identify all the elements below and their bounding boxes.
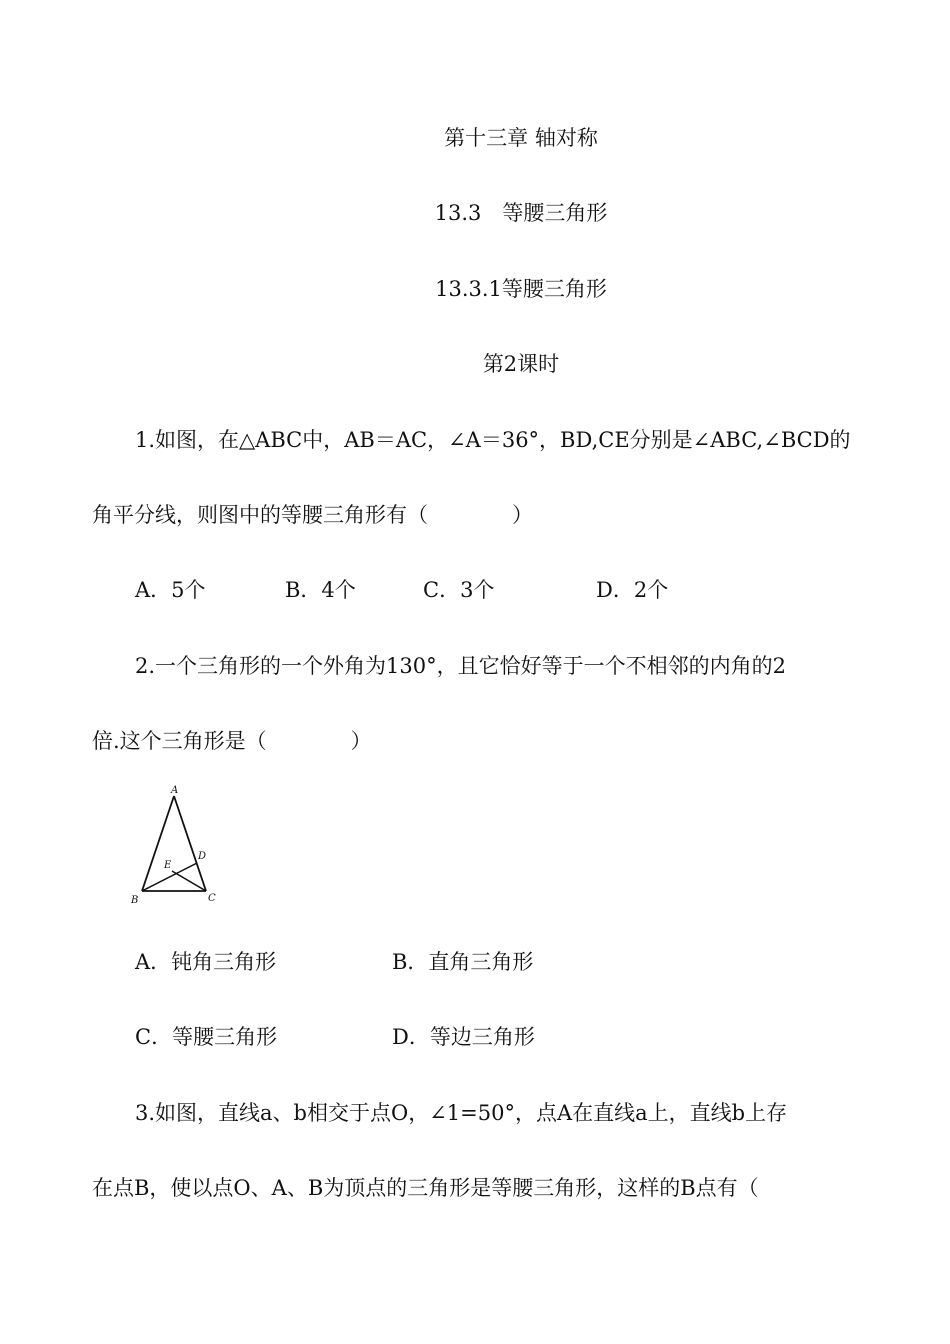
question-1-option-a: A．5个 <box>135 578 206 602</box>
question-2-option-a: A．钝角三角形 <box>135 950 277 974</box>
question-2-option-b: B．直角三角形 <box>392 950 534 974</box>
chapter-title: 第十三章 轴对称 <box>444 126 598 150</box>
question-2-option-d: D．等边三角形 <box>392 1025 535 1049</box>
question-2-line-1: 2.一个三角形的一个外角为130°，且它恰好等于一个不相邻的内角的2 <box>135 654 786 678</box>
question-2-option-c: C．等腰三角形 <box>135 1025 278 1049</box>
label-a: A <box>171 785 179 796</box>
subsection-title: 13.3.1等腰三角形 <box>435 277 607 301</box>
lesson-title: 第2课时 <box>482 352 560 376</box>
label-b: B <box>131 895 139 905</box>
question-3-line-2: 在点B，使以点O、A、B为顶点的三角形是等腰三角形，这样的B点有（ <box>92 1176 759 1200</box>
question-3-line-1: 3.如图，直线a、b相交于点O，∠1=50°，点A在直线a上，直线b上存 <box>135 1101 788 1125</box>
label-d: D <box>198 851 207 862</box>
question-1-line-1: 1.如图，在△ABC中，AB＝AC，∠A＝36°，BD,CE分别是∠ABC,∠BCD的 <box>135 428 851 452</box>
question-2-line-2: 倍.这个三角形是（ ） <box>92 729 372 753</box>
triangle-figure <box>120 780 230 905</box>
label-c: C <box>208 893 216 904</box>
label-e: E <box>164 860 172 871</box>
question-1-option-d: D．2个 <box>596 578 669 602</box>
section-title: 13.3 等腰三角形 <box>434 201 608 225</box>
segment-ac <box>174 796 206 891</box>
triangle-diagram <box>120 780 230 905</box>
question-1-line-2: 角平分线，则图中的等腰三角形有（ ） <box>92 503 533 527</box>
question-1-option-c: C．3个 <box>423 578 495 602</box>
question-1-option-b: B．4个 <box>285 578 356 602</box>
